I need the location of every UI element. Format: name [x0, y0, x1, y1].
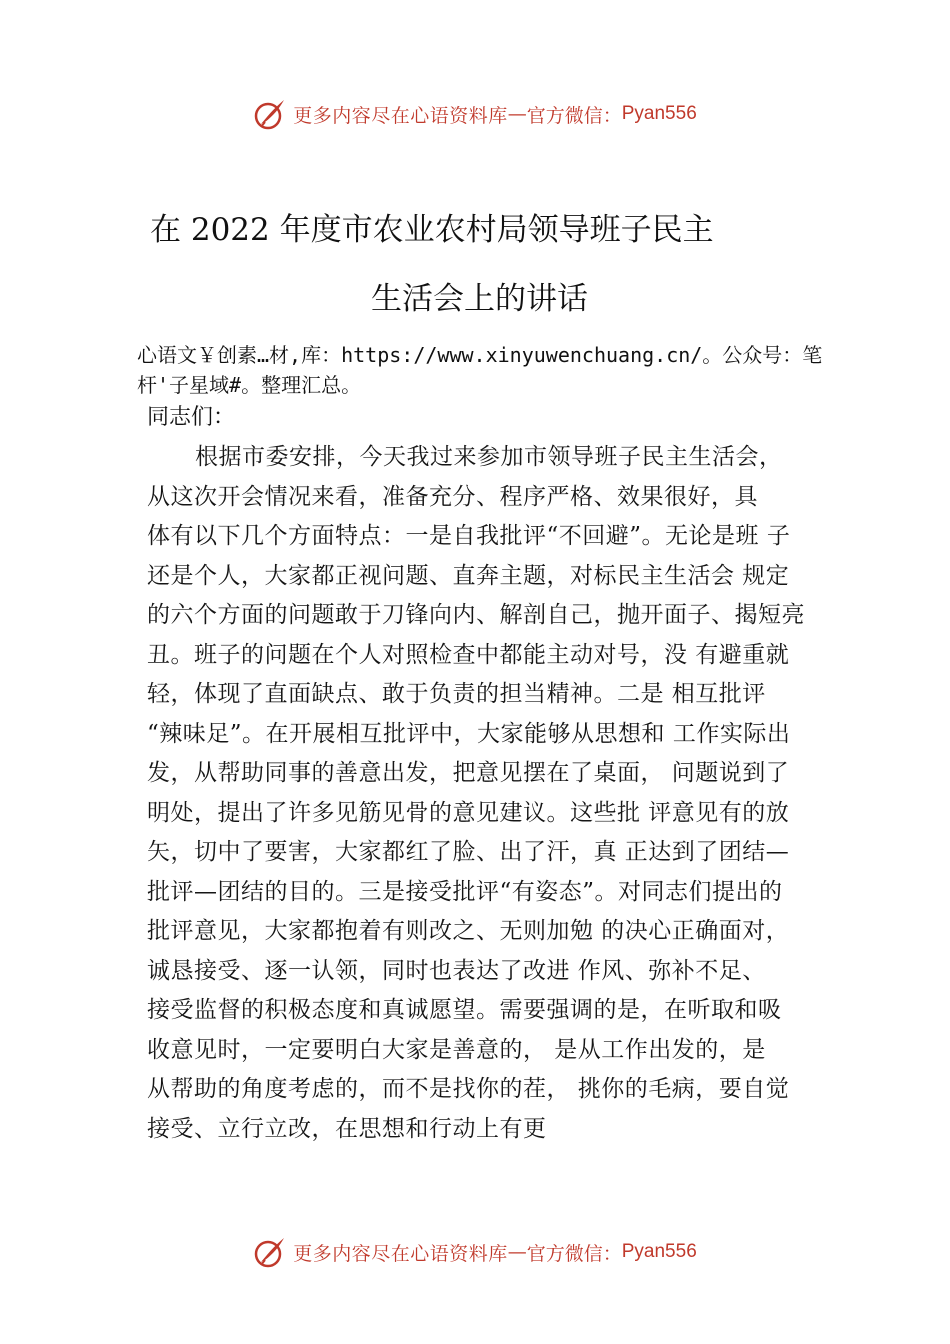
document-title-line-2: 生活会上的讲话 — [371, 281, 588, 317]
body-paragraph — [147, 438, 837, 1149]
body-line: “辣味足”。在开展相互批评中，大家能够从思想和 工作实际出 — [147, 720, 791, 747]
banner-text: 更多内容尽在心语资料库 — [293, 1242, 508, 1265]
banner-wechat-id: Pyan556 — [621, 1241, 697, 1262]
banner-wechat-id: Pyan556 — [621, 103, 697, 124]
banner-text: 更多内容尽在心语资料库 — [293, 104, 508, 127]
body-line: 收意见时，一定要明白大家是善意的， 是从工作出发的，是 — [147, 1036, 766, 1063]
document-title-line-1: 在 2022 年度市农业农村局领导班子民主 — [150, 212, 714, 248]
body-line: 批评意见，大家都抱着有则改之、无则加勉 的决心正确面对， — [147, 918, 790, 944]
banner-wechat-label: 官方微信： — [526, 104, 622, 127]
body-line: 矢，切中了要害，大家都红了脸、出了汗，真 正达到了团结— — [147, 839, 790, 865]
quill-logo-icon — [253, 97, 287, 131]
body-line: 诚恳接受、逐一认领，同时也表达了改进 作风、弥补不足、 — [147, 957, 766, 984]
quill-logo-icon — [253, 1235, 287, 1269]
footer-banner — [0, 1232, 950, 1272]
body-line: 还是个人，大家都正视问题、直奔主题，对标民主生活会 规定 — [147, 562, 790, 589]
source-note: 心语文￥创素…材,库：https://www.xinyuwenchuang.cn/。公众号：笔杆'子星域#。整理汇总。 — [137, 343, 823, 397]
header-banner — [0, 94, 950, 134]
body-line: 的六个方面的问题敢于刀锋向内、解剖自己，抛开面子、揭短亮 — [147, 602, 805, 628]
body-line: 从帮助的角度考虑的，而不是找你的茬， 挑你的毛病，要自觉 — [147, 1076, 790, 1102]
body-line: 轻，体现了直面缺点、敢于负责的担当精神。二是 相互批评 — [147, 681, 766, 707]
banner-dash: — — [507, 103, 527, 125]
body-line: 体有以下几个方面特点：一是自我批评“不回避”。无论是班 子 — [147, 523, 791, 549]
greeting: 同志们： — [147, 405, 236, 430]
banner-dash: — — [507, 1241, 527, 1263]
body-line: 接受监督的积极态度和真诚愿望。需要强调的是，在听取和吸 — [147, 997, 782, 1023]
body-line: 接受、立行立改，在思想和行动上有更 — [147, 1115, 547, 1142]
body-line: 根据市委安排，今天我过来参加市领导班子民主生活会， — [195, 444, 783, 470]
body-line: 批评—团结的目的。三是接受批评“有姿态”。对同志们提出的 — [147, 878, 783, 905]
body-line: 从这次开会情况来看，准备充分、程序严格、效果很好，具 — [147, 483, 758, 510]
body-line: 发，从帮助同事的善意出发，把意见摆在了桌面， 问题说到了 — [147, 760, 790, 786]
body-line: 丑。班子的问题在个人对照检查中都能主动对号，没 有避重就 — [147, 641, 790, 668]
body-line: 明处，提出了许多见筋见骨的意见建议。这些批 评意见有的放 — [147, 799, 790, 826]
banner-wechat-label: 官方微信： — [526, 1242, 622, 1265]
